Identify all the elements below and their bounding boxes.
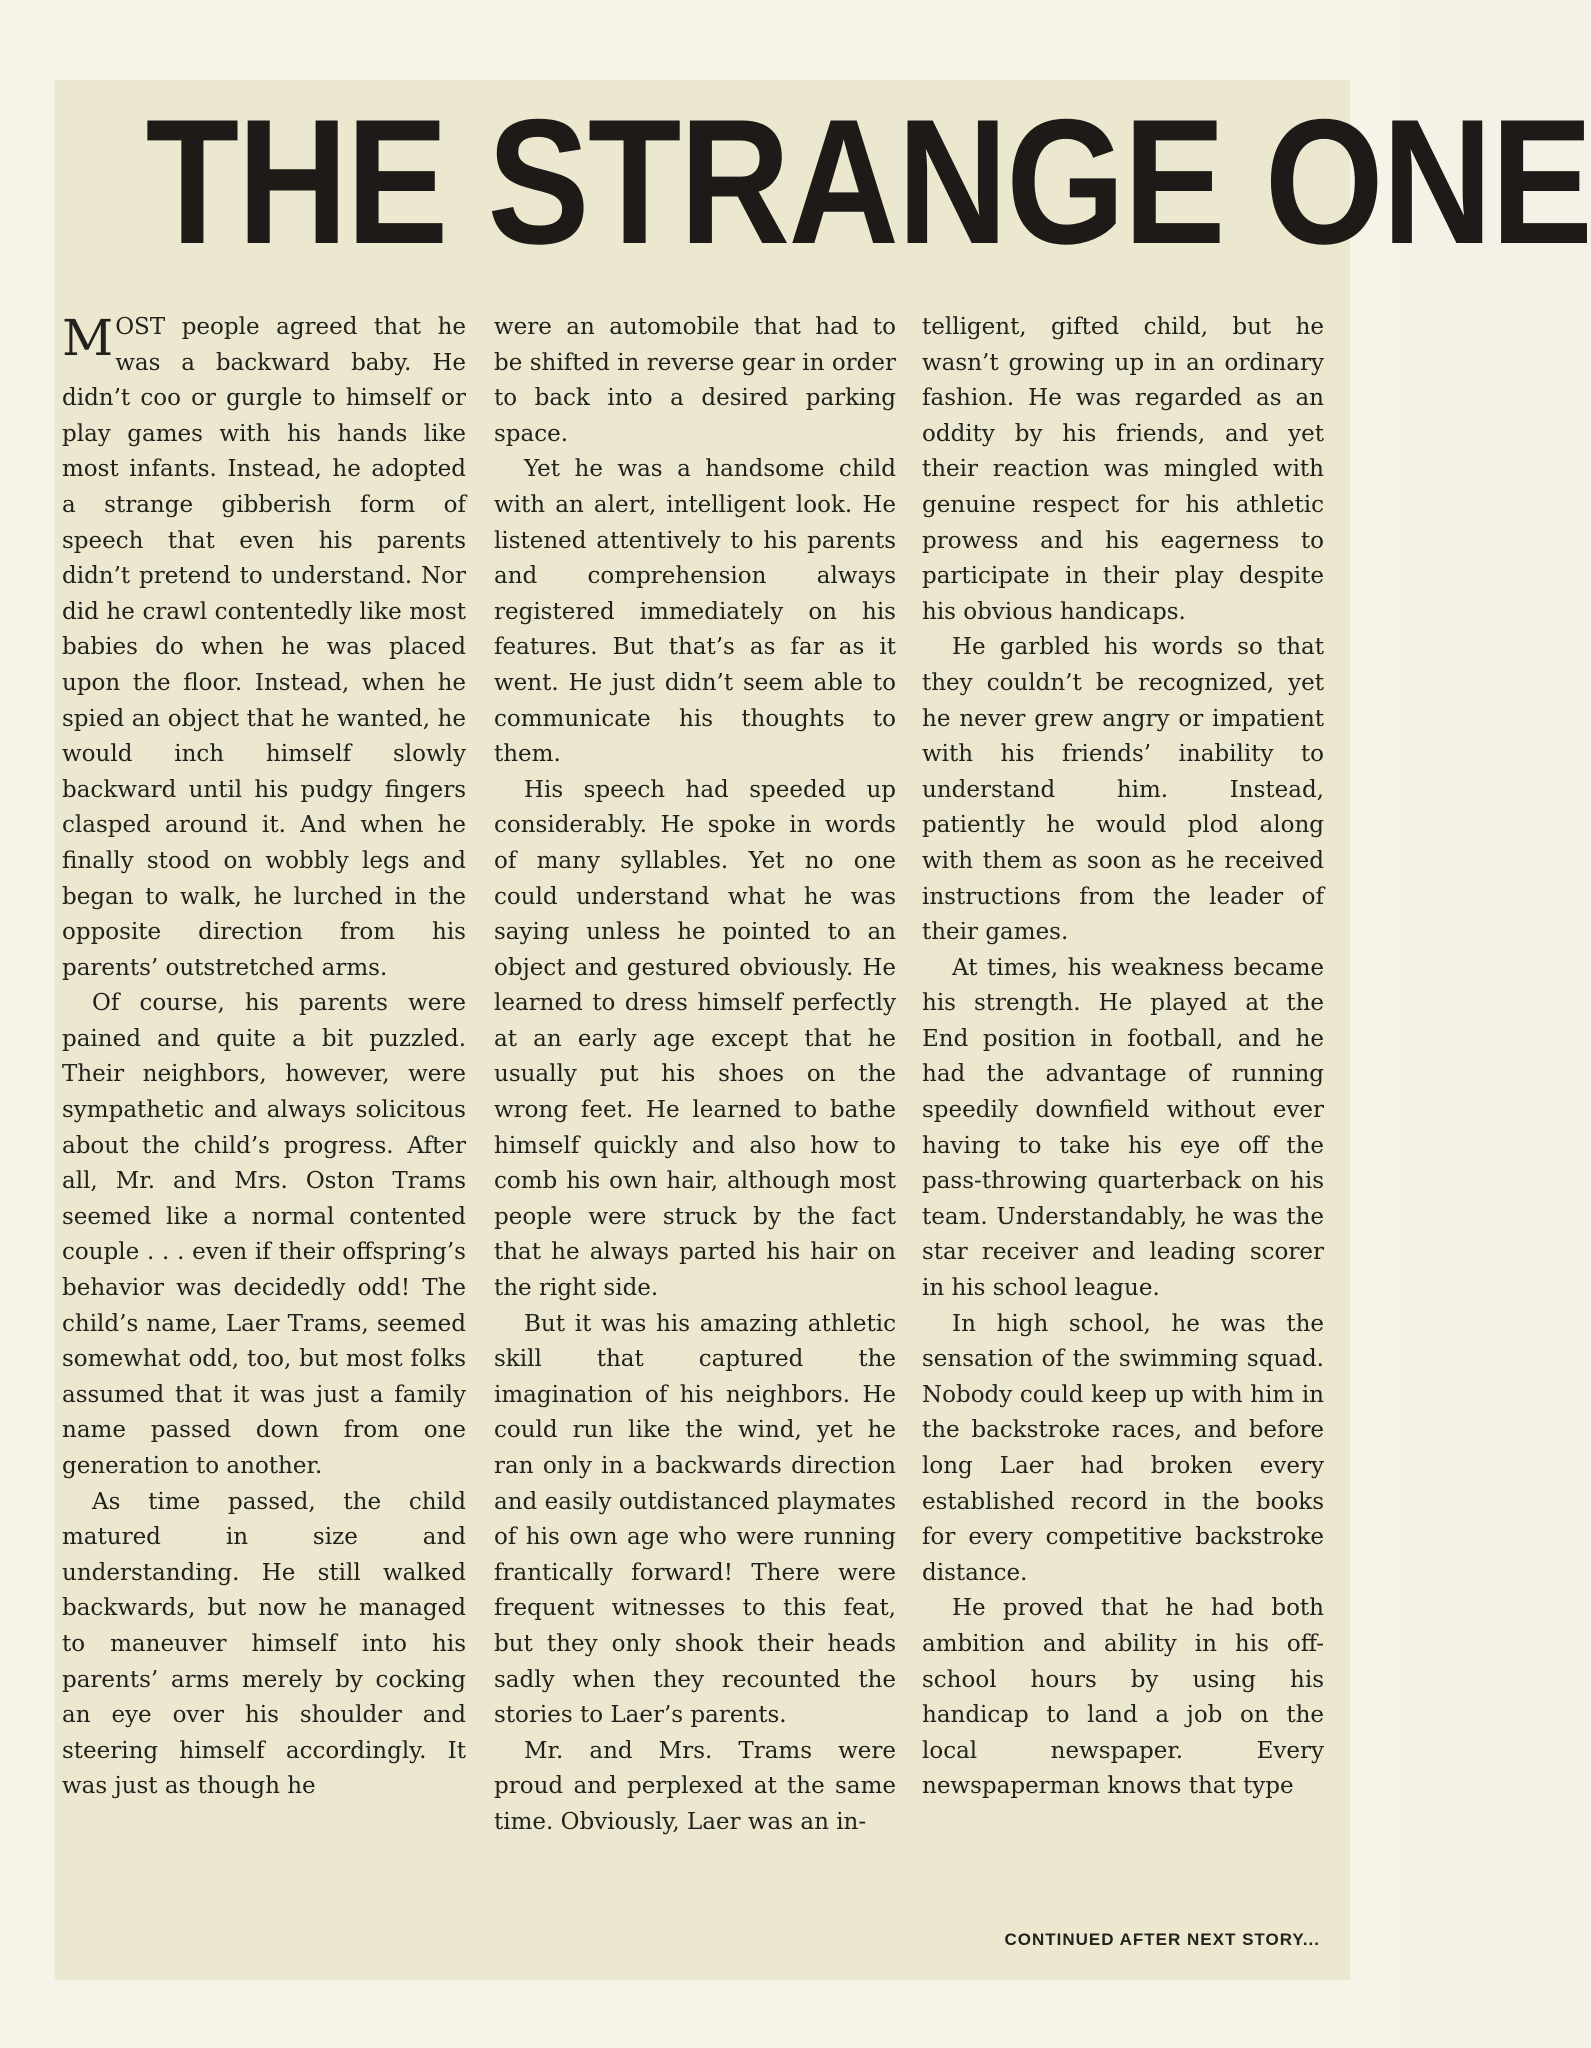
paragraph: He garbled his words so that they couldn’t be recognized, yet he never grew angry or impatient with his friends’ inability to understand him. Instead, patiently he would plod along with them as soon as he received instructions from the leader of their games. — [922, 634, 1324, 946]
story-title: THE STRANGE ONE — [145, 82, 1591, 281]
text-column-2 — [494, 310, 896, 1920]
drop-cap: M — [62, 309, 114, 367]
paragraph-text: OST people agreed that he was a backward baby. He didn’t coo or gurgle to himself or play games with his hands like most infants. Instead, he adopted a strange gibberish form of speech that even his parents didn’t pretend to understand. Nor did he crawl contentedly like most babies do when he was placed upon the floor. Instead, when he spied an object that he wanted, he would inch himself slowly backward until his pudgy fingers clasped around it. And when he finally stood on wobbly legs and began to walk, he lurched in the opposite direction from his parents’ outstretched arms. — [62, 314, 466, 981]
text-column-1 — [62, 310, 466, 1920]
paragraph: His speech had speeded up considerably. He spoke in words of many syllables. Yet no one could understand what he was saying unless he pointed to an object and gestured obviously. He learned to dress himself perfectly at an early age except that he usually put his shoes on the wrong feet. He learned to bathe himself quickly and also how to comb his own hair, although most people were struck by the fact that he always parted his hair on the right side. — [494, 776, 896, 1302]
paragraph: Mr. and Mrs. Trams were proud and perplexed at the same time. Obviously, Laer was an in- — [494, 1737, 896, 1835]
paragraph: Yet he was a handsome child with an alert, intelligent look. He listened attentively to his parents and comprehension always registered immediately on his features. But that’s as far as it went. He just didn’t seem able to communicate his thoughts to them. — [494, 456, 896, 768]
paragraph: As time passed, the child matured in size and understanding. He still walked backwards, but now he managed to maneuver himself into his parents’ arms merely by cocking an eye over his shoulder and steering himself accordingly. It was just as though he — [62, 1488, 466, 1800]
paragraph: But it was his amazing athletic skill that captured the imagination of his neighbors. He could run like the wind, yet he ran only in a backwards direction and easily outdistanced playmates of his own age who were running frantically forward! There were frequent witnesses to this feat, but they only shook their heads sadly when they recounted the stories to Laer’s parents. — [494, 1310, 896, 1729]
text-column-3 — [922, 310, 1324, 1920]
paragraph: were an automobile that had to be shifted in reverse gear in order to back into a desired parking space. — [494, 314, 896, 447]
paragraph: At times, his weakness became his strength. He played at the End position in football, and he had the advantage of running speedily downfield without ever having to take his eye off the pass-throwing quarterback on his team. Understandably, he was the star receiver and leading scorer in his school league. — [922, 954, 1324, 1302]
paragraph: In high school, he was the sensation of the swimming squad. Nobody could keep up with him in the backstroke races, and before long Laer had broken every established record in the books for every competitive backstroke distance. — [922, 1310, 1324, 1586]
paragraph: telligent, gifted child, but he wasn’t growing up in an ordinary fashion. He was regarded as an oddity by his friends, and yet their reaction was mingled with genuine respect for his athletic prowess and his eagerness to participate in their play despite his obvious handicaps. — [922, 314, 1324, 625]
paragraph: He proved that he had both ambition and ability in his off-school hours by using his handicap to land a job on the local newspaper. Every newspaperman knows that type — [922, 1595, 1324, 1800]
paragraph: Of course, his parents were pained and quite a bit puzzled. Their neighbors, however, were sympathetic and always solicitous about the child’s progress. After all, Mr. and Mrs. Oston Trams seemed like a normal contented couple . . . even if their offspring’s behavior was decidedly odd! The child’s name, Laer Trams, seemed somewhat odd, too, but most folks assumed that it was just a family name passed down from one generation to another. — [62, 990, 466, 1479]
paragraph — [62, 310, 466, 986]
continued-note: CONTINUED AFTER NEXT STORY... — [1004, 1930, 1320, 1949]
